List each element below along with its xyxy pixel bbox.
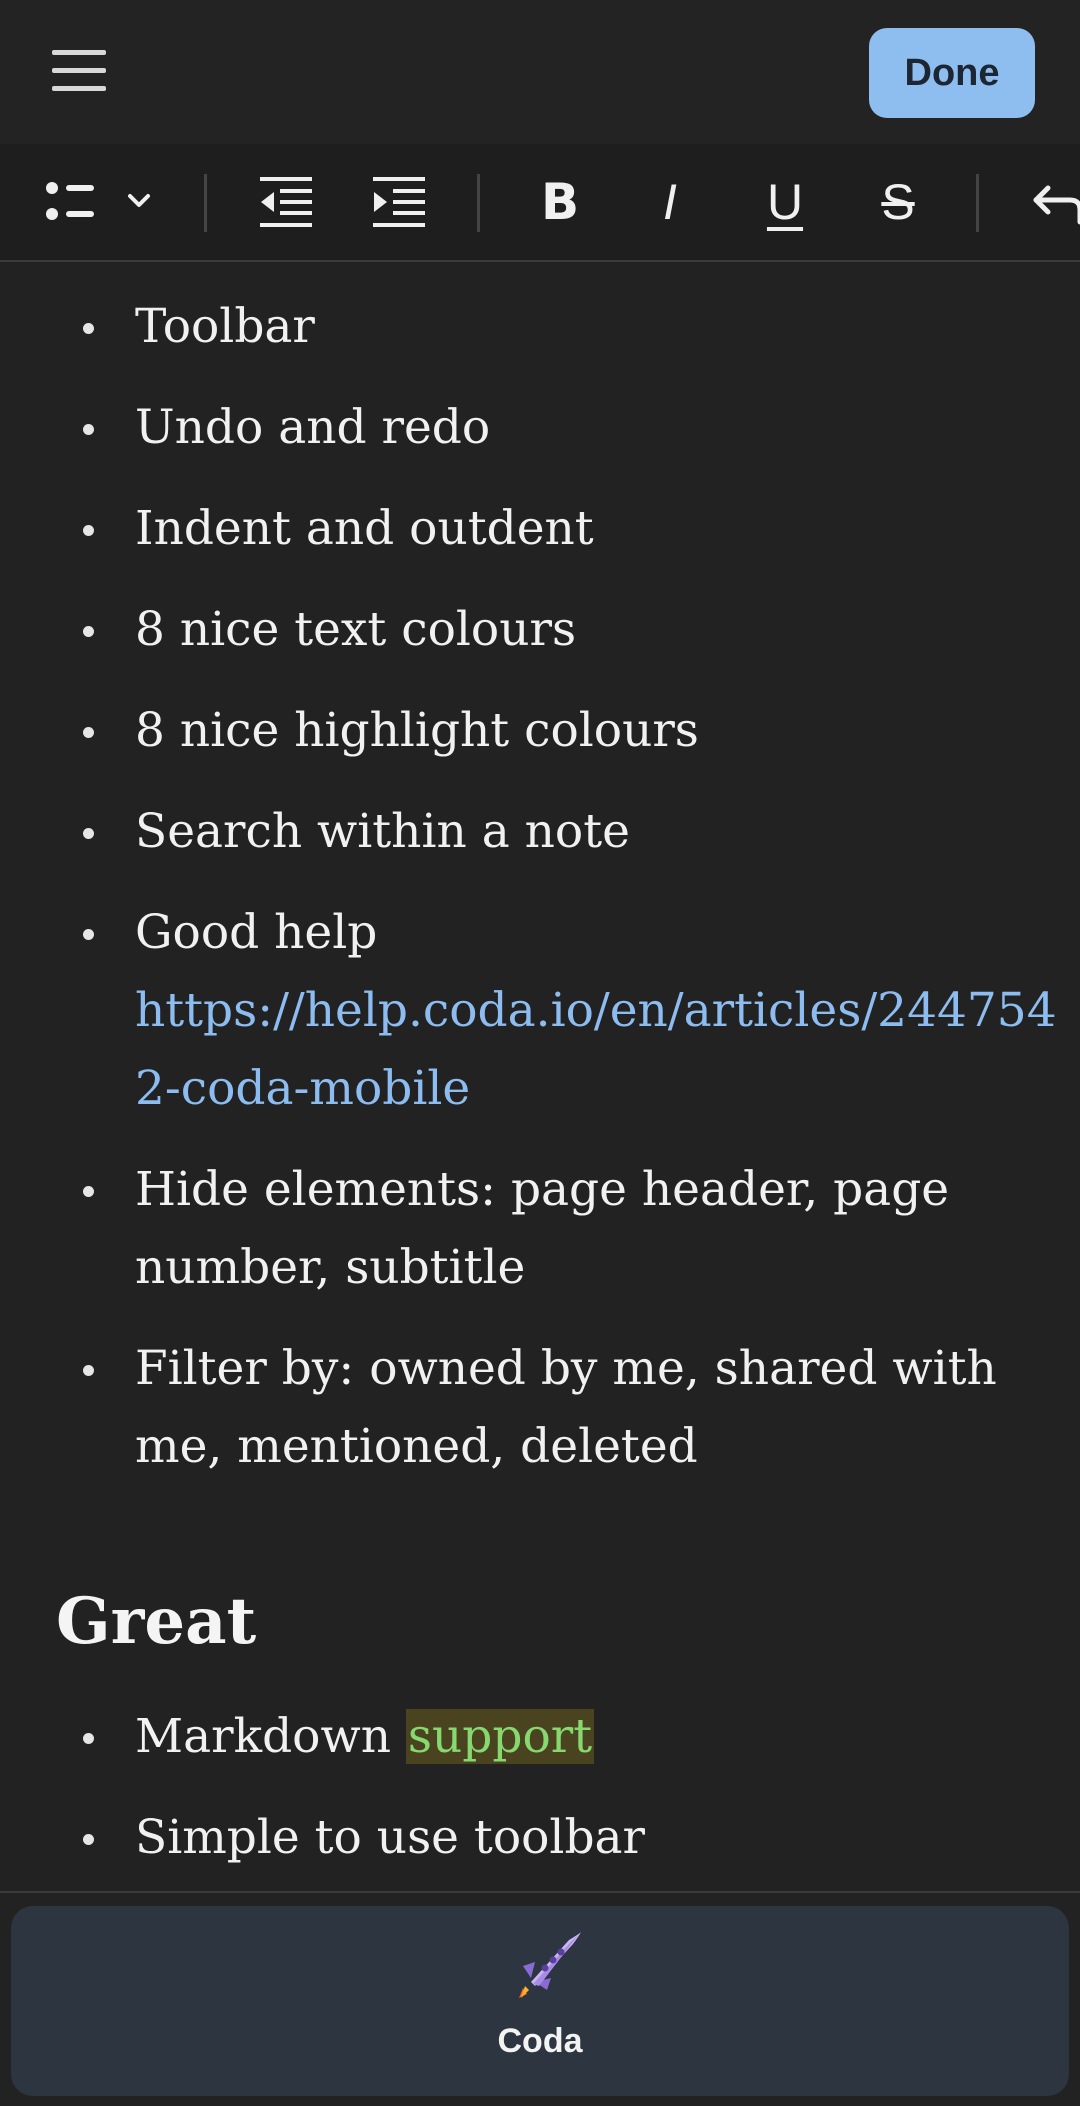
list-item: 8 nice highlight colours	[0, 692, 1080, 770]
highlighted-text: support	[407, 1709, 593, 1764]
underline-button[interactable]	[755, 172, 815, 232]
italic-button[interactable]	[640, 172, 700, 232]
coda-app-button[interactable]	[11, 1906, 1069, 2096]
list-item: 8 nice text colours	[0, 591, 1080, 669]
hamburger-menu-icon[interactable]	[52, 50, 106, 92]
outdent-button[interactable]	[258, 172, 314, 232]
list-item: Toolbar	[0, 288, 1080, 366]
help-link[interactable]: https://help.coda.io/en/articles/2447542-coda-mobile	[135, 983, 1057, 1116]
list-item: Hide elements: page header, page number, subtitle	[0, 1151, 1080, 1307]
great-list	[0, 1698, 1080, 1892]
list-item: Search within a note	[0, 793, 1080, 871]
list-item: Filter by: owned by me, shared with me, mentioned, deleted	[0, 1330, 1080, 1486]
note-content[interactable]	[0, 262, 1080, 1892]
toolbar-divider	[204, 174, 207, 232]
list-item: Good help https://help.coda.io/en/articles/2447542-coda-mobile	[0, 894, 1080, 1128]
list-item: Indent and outdent	[0, 490, 1080, 568]
list-style-dropdown[interactable]	[40, 172, 160, 232]
bold-icon: B	[540, 173, 580, 231]
formatting-toolbar	[0, 144, 1080, 262]
strikethrough-button[interactable]	[868, 172, 928, 232]
bold-button[interactable]	[530, 172, 590, 232]
italic-icon: I	[663, 174, 677, 230]
top-bar	[0, 0, 1080, 144]
rocket-icon	[509, 1924, 589, 2004]
coda-label: Coda	[497, 2022, 583, 2060]
strikethrough-icon: S	[881, 174, 915, 230]
underline-icon: U	[766, 174, 804, 230]
list-item: Undo and redo	[0, 389, 1080, 467]
toolbar-divider	[477, 174, 480, 232]
section-heading: Great	[56, 1584, 257, 1659]
list-item: Markdown support	[0, 1698, 1080, 1776]
indent-button[interactable]	[371, 172, 427, 232]
features-list	[0, 288, 1080, 1486]
bulleted-list-icon	[40, 172, 160, 232]
undo-button[interactable]	[1030, 172, 1080, 232]
bottom-divider	[0, 1891, 1080, 1893]
done-button[interactable]: Done	[869, 28, 1035, 118]
outdent-icon	[258, 174, 314, 230]
list-item: Simple to use toolbar	[0, 1799, 1080, 1877]
indent-icon	[371, 174, 427, 230]
toolbar-divider	[976, 174, 979, 232]
undo-icon	[1030, 174, 1080, 230]
